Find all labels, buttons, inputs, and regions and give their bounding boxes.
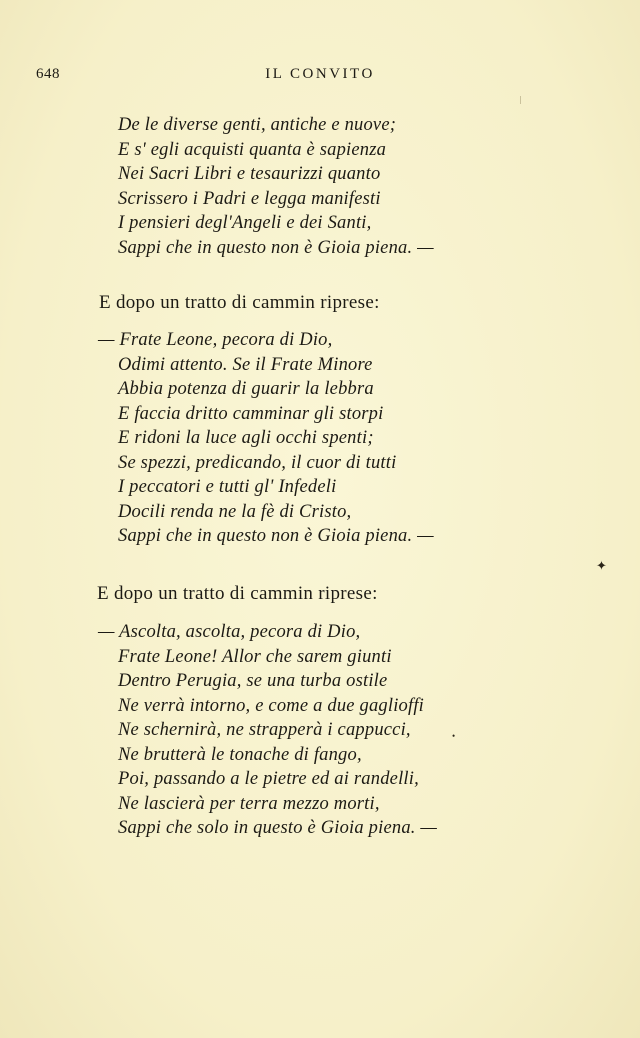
ink-speck: ✦ — [596, 558, 607, 573]
narrative-line-1: E dopo un tratto di cammin riprese: — [99, 292, 380, 313]
verse-line: Docili renda ne la fè di Cristo, — [118, 501, 352, 522]
verse-line: Ne verrà intorno, e come a due gaglioffi — [118, 695, 425, 716]
verse-line: Se spezzi, predicando, il cuor di tutti — [118, 452, 397, 473]
verse-line: Poi, passando a le pietre ed ai randelli, — [118, 769, 419, 789]
ink-speck: • — [452, 731, 456, 741]
narrative-line-2: E dopo un tratto di cammin riprese: — [97, 583, 378, 604]
verse-line: Odimi attento. Se il Frate Minore — [118, 354, 373, 375]
running-title: IL CONVITO — [265, 66, 375, 82]
verse-line: Ne brutterà le tonache di fango, — [118, 744, 362, 765]
verse-line: E faccia dritto camminar gli storpi — [118, 403, 384, 424]
verse-line: E ridoni la luce agli occhi spenti; — [118, 428, 374, 448]
stanza-1 — [118, 113, 434, 260]
verse-line: — Frate Leone, pecora di Dio, — [98, 330, 333, 350]
stanza-3 — [98, 620, 437, 841]
verse-line: Nei Sacri Libri e tesaurizzi quanto — [118, 164, 381, 184]
verse-line: Abbia potenza di guarir la lebbra — [118, 379, 374, 399]
verse-line: I peccatori e tutti gl' Infedeli — [118, 477, 337, 497]
page-number: 648 — [36, 66, 60, 82]
verse-line: I pensieri degl'Angeli e dei Santi, — [118, 213, 372, 233]
verse-line: De le diverse genti, antiche e nuove; — [118, 115, 397, 135]
stanza-2 — [98, 328, 434, 549]
verse-line: — Ascolta, ascolta, pecora di Dio, — [98, 622, 361, 642]
verse-line: Ne schernirà, ne strapperà i cappucci, — [118, 720, 411, 740]
verse-line: Dentro Perugia, se una turba ostile — [118, 671, 388, 691]
verse-line: Frate Leone! Allor che sarem giunti — [118, 646, 392, 667]
verse-line: Ne lascierà per terra mezzo morti, — [118, 793, 380, 814]
verse-line: Sappi che in questo non è Gioia piena. — — [118, 526, 434, 546]
verse-line: Scrissero i Padri e legga manifesti — [118, 188, 381, 209]
ink-speck: | — [520, 95, 522, 104]
verse-line: Sappi che solo in questo è Gioia piena. — — [118, 818, 438, 838]
verse-line: Sappi che in questo non è Gioia piena. — — [118, 237, 434, 258]
verse-line: E s' egli acquisti quanta è sapienza — [118, 139, 387, 160]
